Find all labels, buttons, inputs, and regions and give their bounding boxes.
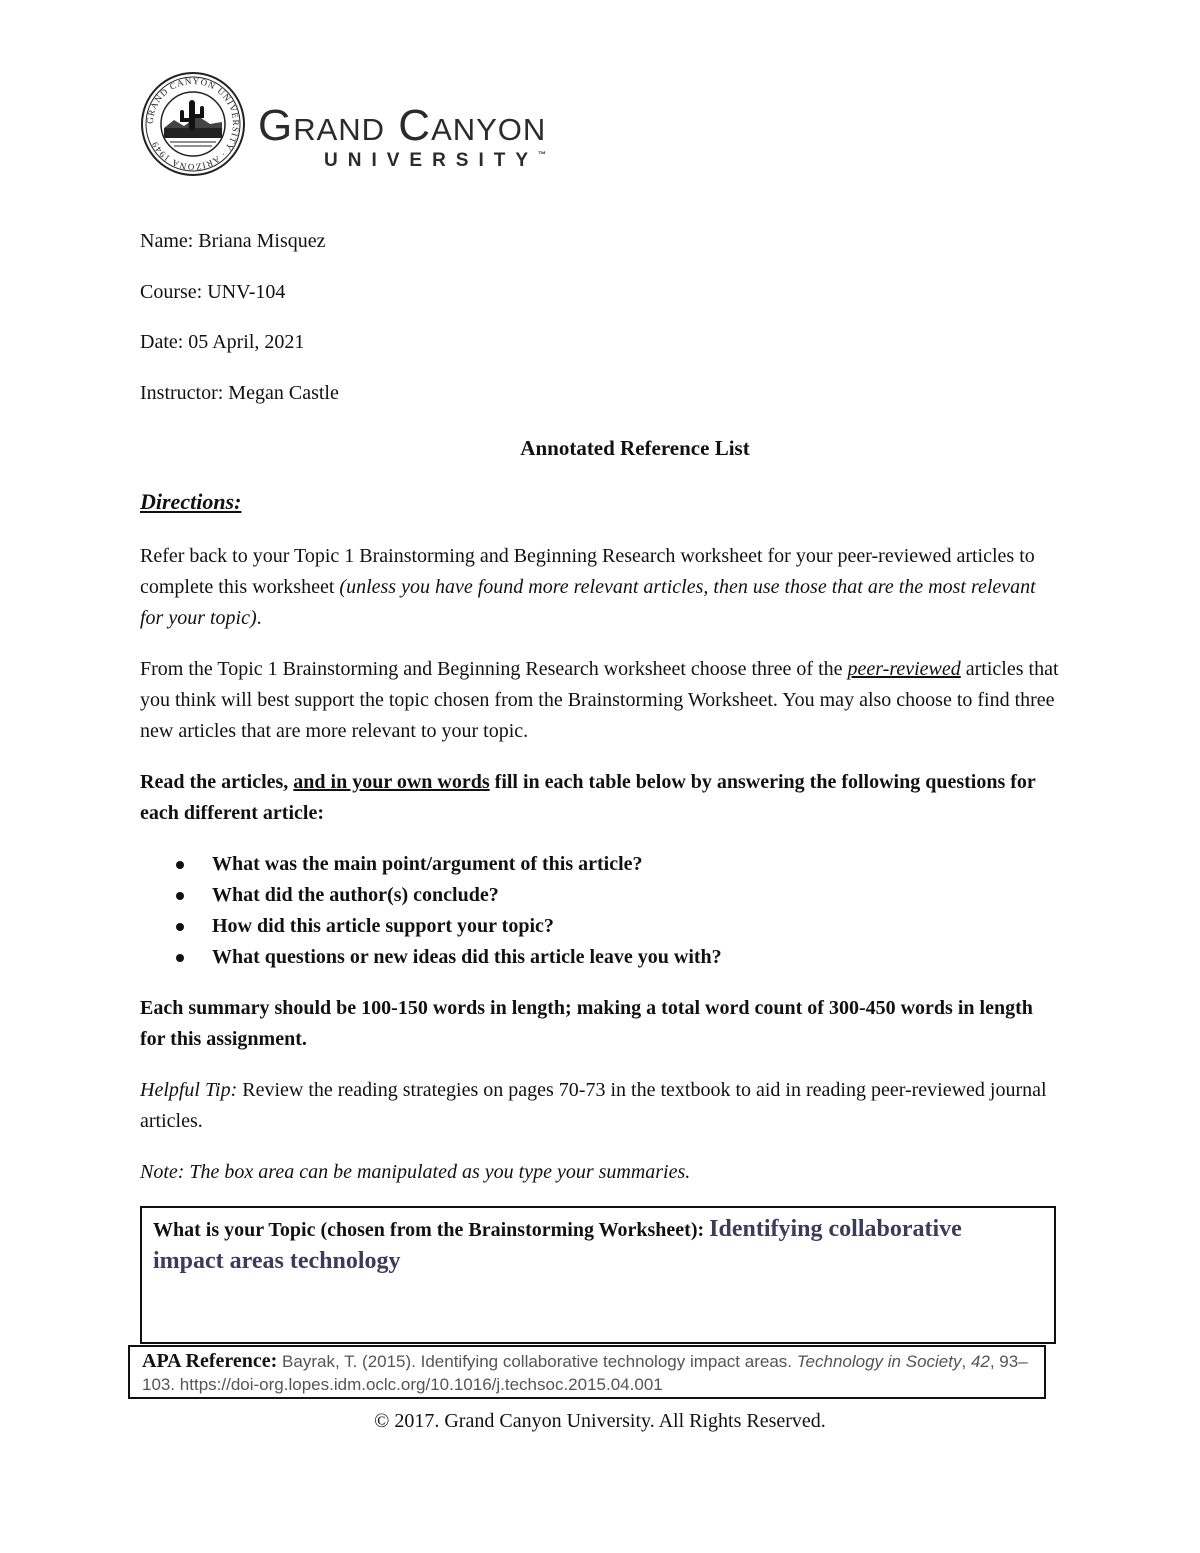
list-item: How did this article support your topic?	[140, 911, 722, 942]
topic-label: What is your Topic (chosen from the Brainstorming Worksheet):	[153, 1219, 705, 1241]
date: Date: 05 April, 2021	[140, 331, 305, 353]
page-title: Annotated Reference List	[520, 436, 750, 460]
directions-paragraph-3: Read the articles, and in your own words fill in each table below by answering the following questions for each different article:	[140, 771, 1036, 824]
bullet-icon	[176, 954, 184, 962]
apa-content	[142, 1350, 1032, 1396]
apa-label: APA Reference:	[142, 1350, 278, 1372]
wordmark	[258, 101, 547, 172]
list-item: What was the main point/argument of this article?	[140, 849, 722, 880]
list-item: What did the author(s) conclude?	[140, 880, 722, 911]
list-item: What questions or new ideas did this article leave you with?	[140, 942, 722, 973]
note: Note: The box area can be manipulated as you type your summaries.	[140, 1161, 691, 1183]
topic-content	[153, 1214, 1033, 1278]
topic-box[interactable]	[140, 1206, 1056, 1344]
question-list	[140, 849, 722, 973]
directions-paragraph-1: Refer back to your Topic 1 Brainstorming and Beginning Research worksheet for your peer-reviewed articles to complete this worksheet (unless you have found more relevant articles, then use those that are the most relevant for your topic).	[140, 545, 1036, 629]
wordmark-name: Grand Canyon	[258, 101, 547, 150]
bullet-icon	[176, 861, 184, 869]
course: Course: UNV-104	[140, 281, 286, 303]
apa-reference-text[interactable]: Bayrak, T. (2015). Identifying collaborative technology impact areas. Technology in Society, 42, 93–103. https://doi-org.lopes.idm.oclc.org/10.1016/j.techsoc.2015.04.001	[142, 1352, 1028, 1394]
university-logo	[140, 72, 620, 176]
word-count-note: Each summary should be 100-150 words in length; making a total word count of 300-450 words in length for this assignment.	[140, 997, 1033, 1050]
wordmark-sub: UNIVERSITY™	[324, 150, 547, 171]
directions-paragraph-2: From the Topic 1 Brainstorming and Beginning Research worksheet choose three of the peer-reviewed articles that you think will best support the topic chosen from the Brainstorming Worksheet. You may also choose to find three new articles that are more relevant to your topic.	[140, 658, 1059, 742]
university-seal-icon	[140, 72, 246, 176]
student-name: Name: Briana Misquez	[140, 230, 326, 252]
topic-value[interactable]: Identifying collaborative impact areas technology	[153, 1216, 962, 1274]
directions-heading: Directions:	[140, 489, 242, 514]
apa-reference-box[interactable]	[128, 1345, 1046, 1399]
seal-text: GRAND CANYON UNIVERSITY · ARIZONA 1949	[144, 75, 242, 173]
helpful-tip: Helpful Tip: Review the reading strategies on pages 70-73 in the textbook to aid in reading peer-reviewed journal articles.	[140, 1079, 1047, 1132]
copyright-footer: © 2017. Grand Canyon University. All Rights Reserved.	[374, 1410, 826, 1432]
instructor: Instructor: Megan Castle	[140, 382, 339, 404]
bullet-icon	[176, 892, 184, 900]
bullet-icon	[176, 923, 184, 931]
